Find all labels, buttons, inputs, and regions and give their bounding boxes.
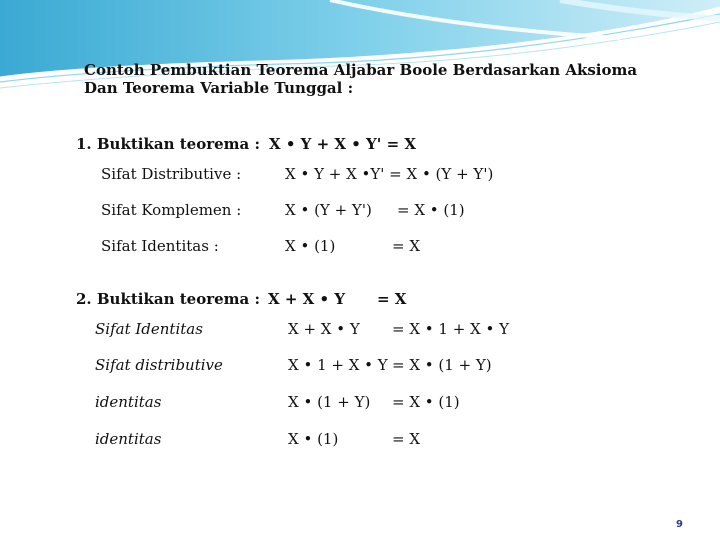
proof2-step3-expr: X • (1 + Y) <box>288 393 371 411</box>
proof2-step4-label: identitas <box>95 430 162 448</box>
proof2-step2-expr: X • 1 + X • Y <box>288 356 388 374</box>
slide-title <box>84 61 704 97</box>
proof2-step4-expr: X • (1) <box>288 430 339 448</box>
page-number: 9 <box>676 519 683 530</box>
proof1-step2-label: Sifat Komplemen : <box>101 201 242 219</box>
proof2-heading: 2. Buktikan teorema : <box>76 290 260 308</box>
proof1-step3-result: = X <box>392 237 421 255</box>
proof2-step1-result: = X • 1 + X • Y <box>392 320 510 338</box>
proof2-theorem: X + X • Y <box>268 290 346 308</box>
proof1-step1-label: Sifat Distributive : <box>101 165 242 183</box>
proof1-step3-expr: X • (1) <box>285 237 336 255</box>
proof2-theorem-result: = X <box>377 290 407 308</box>
proof2-step2-result: = X • (1 + Y) <box>392 356 492 374</box>
proof1-heading: 1. Buktikan teorema : <box>76 135 260 153</box>
proof2-step3-label: identitas <box>95 393 162 411</box>
proof2-step2-label: Sifat distributive <box>95 356 223 374</box>
proof1-step3-label: Sifat Identitas : <box>101 237 219 255</box>
proof2-step4-result: = X <box>392 430 421 448</box>
proof1-step2-expr: X • (Y + Y') <box>285 201 372 219</box>
proof2-step1-expr: X + X • Y <box>288 320 360 338</box>
proof2-step1-label: Sifat Identitas <box>95 320 203 338</box>
title-line-1: Contoh Pembuktian Teorema Aljabar Boole Berdasarkan Aksioma <box>84 61 638 79</box>
proof1-step2-result: = X • (1) <box>397 201 465 219</box>
proof1-step1-expr: X • Y + X •Y' = X • (Y + Y') <box>285 165 494 183</box>
proof1-theorem: X • Y + X • Y' = X <box>269 135 417 153</box>
proof2-step3-result: = X • (1) <box>392 393 460 411</box>
title-line-2: Dan Teorema Variable Tunggal : <box>84 79 354 97</box>
